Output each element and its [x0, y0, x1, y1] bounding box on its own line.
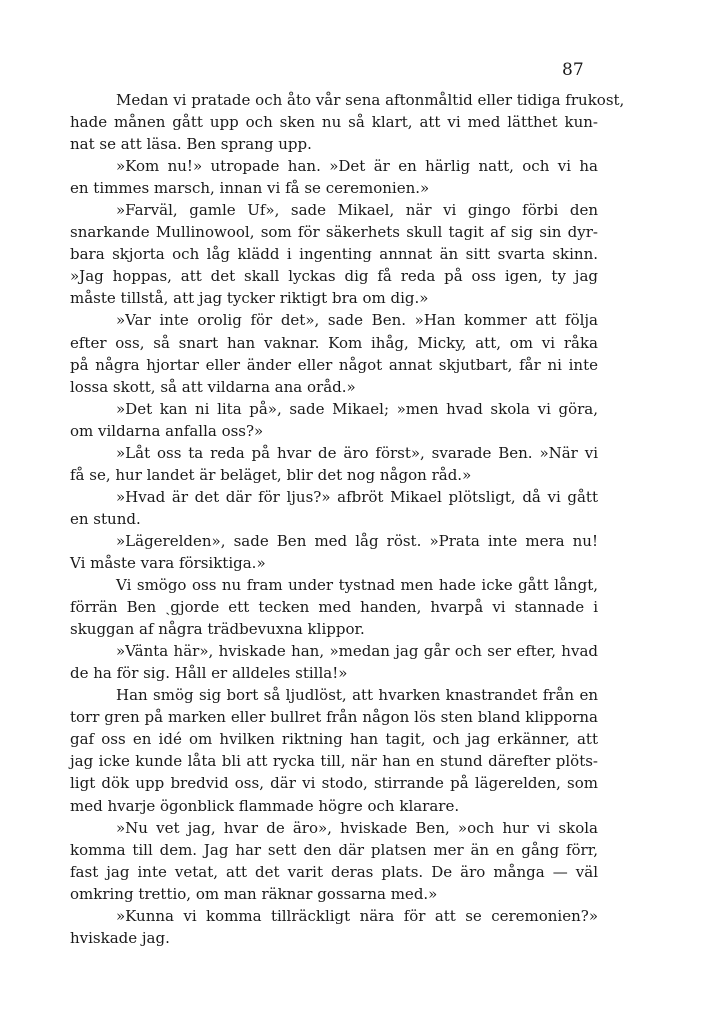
- text-line: Medan vi pratade och åto vår sena aftonmåltid eller tidiga frukost,: [116, 91, 625, 109]
- text-line: gaf oss en idé om hvilken riktning han tagit, och jag erkänner, att: [70, 730, 598, 749]
- text-line: »Var inte orolig för det», sade Ben. »Han kommer att följa: [116, 311, 598, 330]
- text-line: en timmes marsch, innan vi få se ceremonien.»: [70, 179, 430, 198]
- text-line: hviskade jag.: [70, 928, 170, 947]
- text-line: Han smög sig bort så ljudlöst, att hvarken knastrandet från en: [116, 686, 598, 705]
- text-line: efter oss, så snart han vaknar. Kom ihåg, Micky, att, om vi råka: [70, 333, 598, 352]
- text-line: få se, hur landet är beläget, blir det nog någon råd.»: [70, 465, 472, 484]
- text-line: bara skjorta och låg klädd i ingenting annnat än sitt svarta skinn.: [70, 245, 598, 264]
- text-line: fast jag inte vetat, att det varit deras plats. De äro många — väl: [70, 862, 598, 881]
- text-line: »Jag hoppas, att det skall lyckas dig få reda på oss igen, ty jag: [70, 267, 598, 286]
- text-line: nat se att läsa. Ben sprang upp.: [70, 135, 312, 154]
- text-line: Vi måste vara försiktiga.»: [70, 553, 266, 572]
- text-line: »Låt oss ta reda på hvar de äro först», svarade Ben. »När vi: [116, 443, 598, 462]
- text-line: »Det kan ni lita på», sade Mikael; »men hvad skola vi göra,: [116, 399, 598, 418]
- text-line: »Vänta här», hviskade han, »medan jag går och ser efter, hvad: [116, 642, 598, 661]
- text-line: förrän Ben ˎgjorde ett tecken med handen, hvarpå vi stannade i: [70, 598, 598, 617]
- text-line: komma till dem. Jag har sett den där platsen mer än en gång förr,: [70, 840, 598, 859]
- body-text: [70, 89, 625, 949]
- text-line: omkring trettio, om man räknar gossarna med.»: [70, 884, 438, 903]
- text-line: en stund.: [70, 509, 141, 528]
- text-line: »Nu vet jag, hvar de äro», hviskade Ben, »och hur vi skola: [116, 818, 598, 837]
- text-line: »Kunna vi komma tillräckligt nära för att se ceremonien?»: [116, 906, 598, 925]
- text-line: »Lägerelden», sade Ben med låg röst. »Prata inte mera nu!: [116, 531, 598, 550]
- text-line: om vildarna anfalla oss?»: [70, 421, 264, 440]
- text-line: »Farväl, gamle Uf», sade Mikael, när vi gingo förbi den: [116, 201, 598, 220]
- page-number: 87: [562, 60, 584, 80]
- text-line: på några hjortar eller änder eller något annat skjutbart, får ni inte: [70, 355, 598, 374]
- text-line: måste tillstå, att jag tycker riktigt bra om dig.»: [70, 289, 429, 308]
- text-line: de ha för sig. Håll er alldeles stilla!»: [70, 664, 348, 683]
- text-line: lossa skott, så att vildarna ana oråd.»: [70, 377, 356, 396]
- text-line: »Kom nu!» utropade han. »Det är en härlig natt, och vi ha: [116, 157, 598, 176]
- text-line: med hvarje ögonblick flammade högre och klarare.: [70, 796, 460, 815]
- text-line: Vi smögo oss nu fram under tystnad men hade icke gått långt,: [116, 576, 598, 595]
- text-line: snarkande Mullinowool, som för säkerhets skull tagit af sig sin dyr-: [70, 223, 598, 242]
- text-line: jag icke kunde låta bli att rycka till, när han en stund därefter plöts-: [70, 752, 598, 771]
- text-line: ligt dök upp bredvid oss, där vi stodo, stirrande på lägerelden, som: [70, 774, 598, 793]
- text-line: hade månen gått upp och sken nu så klart, att vi med lätthet kun-: [70, 113, 598, 132]
- text-line: torr gren på marken eller bullret från någon lös sten bland klipporna: [70, 708, 598, 727]
- text-line: »Hvad är det där för ljus?» afbröt Mikael plötsligt, då vi gått: [116, 487, 598, 506]
- text-line: skuggan af några trädbevuxna klippor.: [70, 620, 365, 639]
